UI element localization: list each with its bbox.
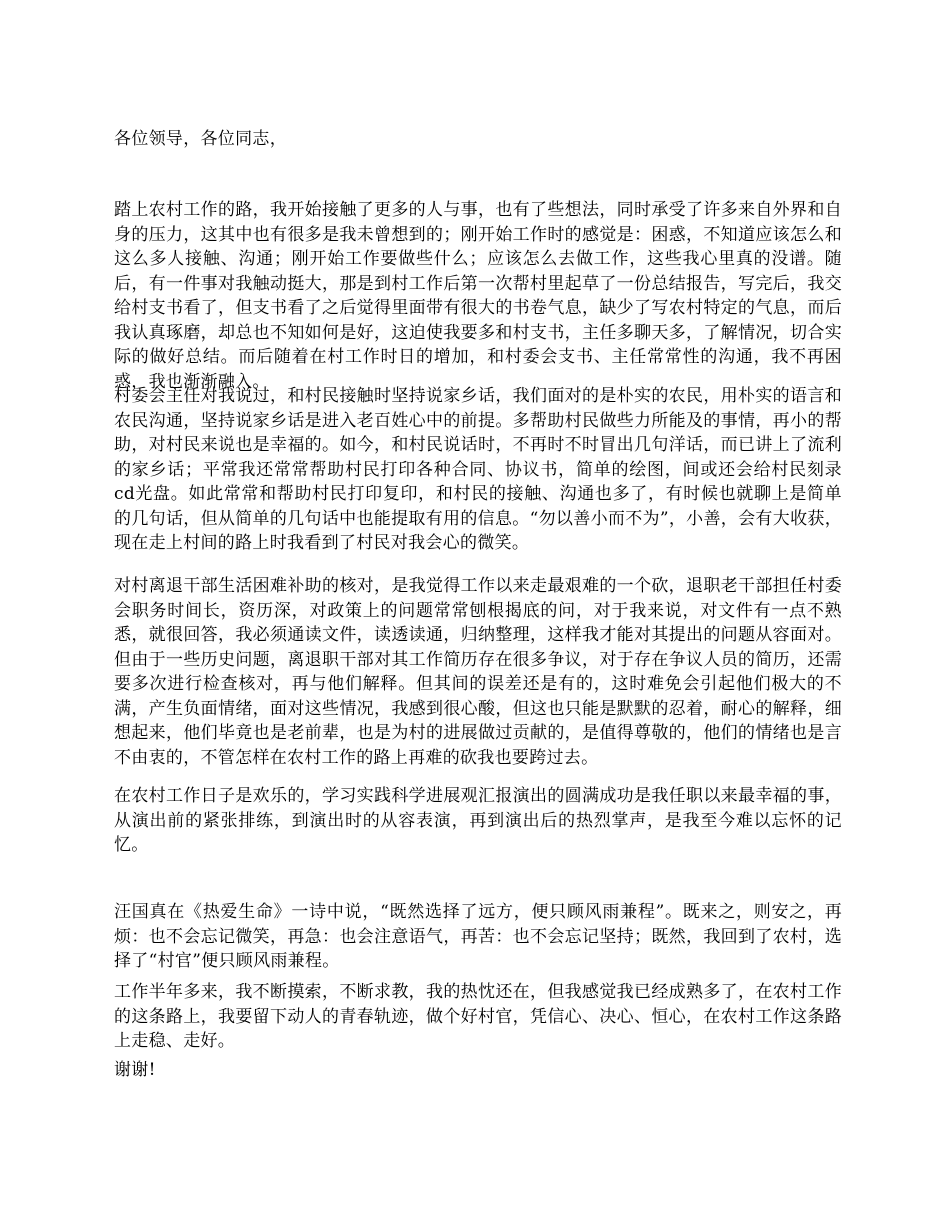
body-paragraph-3: 对村离退干部生活困难补助的核对，是我觉得工作以来走最艰难的一个砍，退职老干部担任村委会职务时间长，资历深，对政策上的问题常常刨根揭底的问，对于我来说，对文件有一点不熟悉，就很回答，我必须通读文件，读透读通，归纳整理，这样我才能对其提出的问题从容面对。但由于一些历史问题，离退职干部对其工作简历存在很多争议，对于存在争议人员的简历，还需要多次进行检查核对，再与他们解释。但其间的误差还是有的，这时难免会引起他们极大的不满，产生负面情绪，面对这些情况，我感到很心酸，但这也只能是默默的忍着，耐心的解释，细想起来，他们毕竟也是老前辈，也是为村的进展做过贡献的，是值得尊敬的，他们的情绪也是言不由衷的，不管怎样在农村工作的路上再难的砍我也要跨过去。 [114,576,842,768]
body-paragraph-6: 工作半年多来，我不断摸索，不断求教，我的热忱还在，但我感觉我已经成熟多了，在农村工作的这条路上，我要留下动人的青春轨迹，做个好村官，凭信心、决心、恒心，在农村工作这条路上走稳、走好。 [114,982,842,1051]
greeting-line: 各位领导，各位同志， [114,129,287,149]
body-paragraph-1: 踏上农村工作的路，我开始接触了更多的人与事，也有了些想法，同时承受了许多来自外界和自身的压力，这其中也有很多是我未曾想到的；刚开始工作时的感觉是：困惑，不知道应该怎么和这么多人接触、沟通；刚开始工作要做些什么；应该怎么去做工作，这些我心里真的没谱。随后，有一件事对我触动挺大，那是到村工作后第一次帮村里起草了一份总结报告，写完后，我交给村支书看了，但支书看了之后觉得里面带有很大的书卷气息，缺少了写农村特定的气息，而后我认真琢磨，却总也不知如何是好，这迫使我要多和村支书，主任多聊天多，了解情况，切合实际的做好总结。而后随着在村工作时日的增加，和村委会支书、主任常常性的沟通，我不再困惑，我也渐渐融入。 [114,200,842,392]
closing-line: 谢谢! [114,1060,156,1080]
body-paragraph-2: 村委会主任对我说过，和村民接触时坚持说家乡话，我们面对的是朴实的农民，用朴实的语言和农民沟通，坚持说家乡话是进入老百姓心中的前提。多帮助村民做些力所能及的事情，再小的帮助，对村民来说也是幸福的。如今，和村民说话时，不再时不时冒出几句洋话，而已讲上了流利的家乡话；平常我还常常帮助村民打印各种合同、协议书，简单的绘图，间或还会给村民刻录cd光盘。如此常常和帮助村民打印复印，和村民的接触、沟通也多了，有时候也就聊上是简单的几句话，但从简单的几句话中也能提取有用的信息。“勿以善小而不为”，小善，会有大收获，现在走上村间的路上时我看到了村民对我会心的微笑。 [114,386,842,553]
body-paragraph-5: 汪国真在《热爱生命》一诗中说，“既然选择了远方，便只顾风雨兼程”。既来之，则安之，再烦：也不会忘记微笑，再急：也会注意语气，再苦：也不会忘记坚持；既然，我回到了农村，选择了“村官”便只顾风雨兼程。 [114,902,842,971]
body-paragraph-4: 在农村工作日子是欢乐的，学习实践科学进展观汇报演出的圆满成功是我任职以来最幸福的事，从演出前的紧张排练，到演出时的从容表演，再到演出后的热烈掌声，是我至今难以忘怀的记忆。 [114,786,842,855]
